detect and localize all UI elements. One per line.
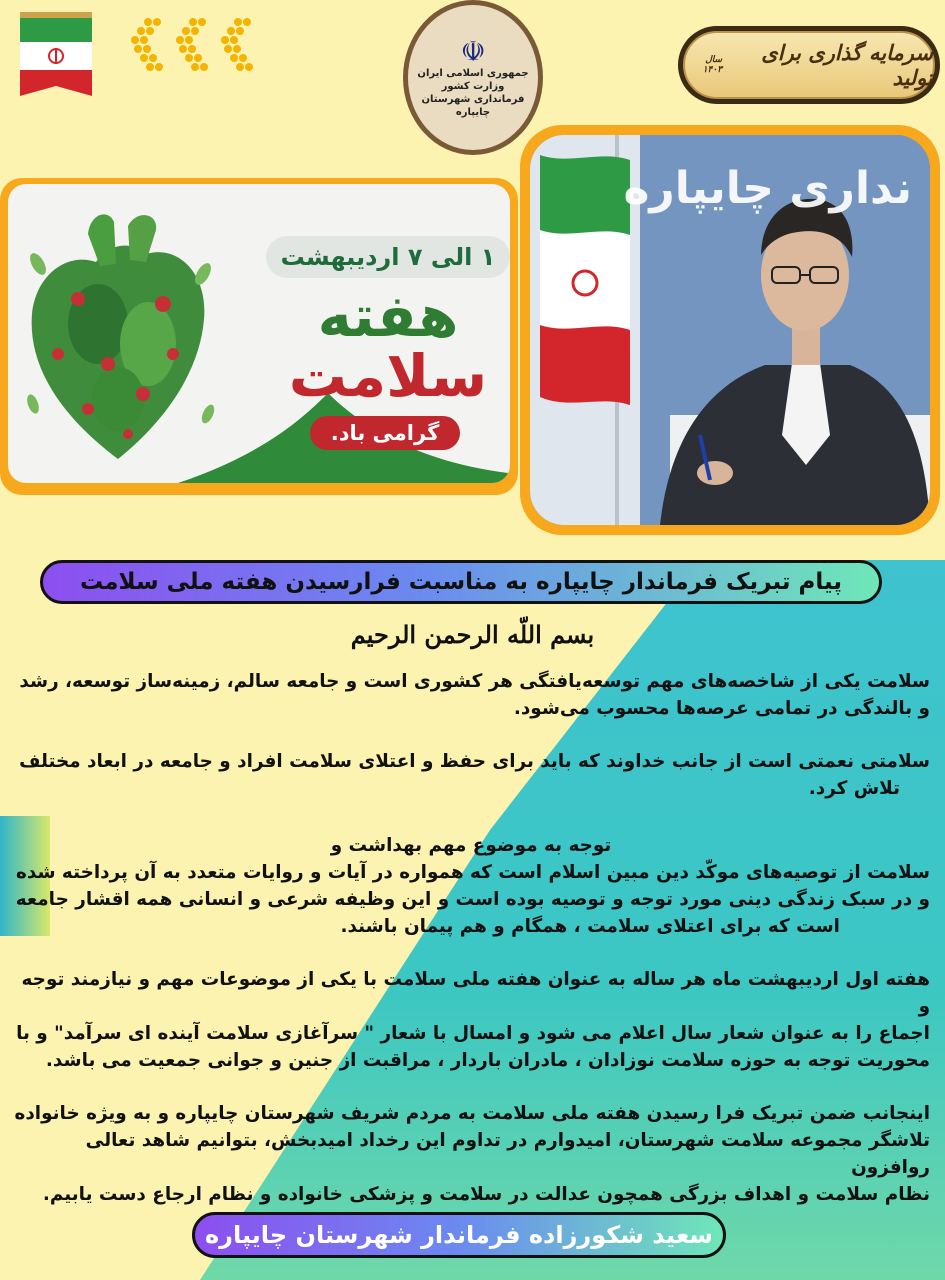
paragraph-1 (12, 668, 930, 722)
paragraph-line: سلامت از توصیه‌های موکّد دین مبین اسلام است که همواره در آیات و روایات متعدد به آن پرداخته شده (15, 862, 930, 883)
dots-pattern-icon (130, 14, 265, 79)
paragraph-2 (12, 748, 930, 802)
banner-congrats-badge: گرامی باد. (310, 416, 460, 450)
seal-line: فرمانداری شهرستان چایپاره (421, 93, 525, 118)
signature-bar (192, 1212, 726, 1258)
slogan-text: سرمایه گذاری برای تولید (761, 40, 933, 90)
iran-flag-icon (14, 12, 98, 102)
seal-line: وزارت کشور (441, 80, 505, 92)
paragraph-line: تلاش کرد. (808, 778, 900, 799)
banner-dates: ۱ الی ۷ اردیبهشت (266, 236, 510, 278)
governor-photo (530, 135, 930, 525)
paragraph-line: اجماع را به عنوان شعار سال اعلام می شود و امسال با شعار " سرآغازی سلامت آینده ای سرآمد" و با (16, 1023, 930, 1044)
paragraph-line: سلامت یکی از شاخصه‌های مهم توسعه‌یافتگی هر کشوری است و جامعه سالم، زمینه‌ساز توسعه، رشد (19, 671, 930, 692)
paragraph-5 (12, 1100, 930, 1208)
bismillah-heading: بسم اللّه الرحمن الرحیم (350, 620, 595, 649)
banner-inner (8, 184, 510, 483)
slogan-badge (678, 26, 940, 104)
paragraph-line: و بالندگی در تمامی عرصه‌ها محسوب می‌شود. (513, 698, 930, 719)
slogan-year: سال ۱۴۰۳ (702, 55, 723, 75)
message-body (12, 668, 930, 1234)
heart-illustration-icon (18, 204, 218, 469)
paragraph-4 (12, 966, 930, 1074)
health-week-banner (0, 178, 518, 495)
paragraph-line: محوریت توجه به حوزه سلامت نوزادان ، مادران باردار ، مراقبت از جنین و جوانی جمعیت می باشد. (45, 1050, 930, 1071)
paragraph-line: نظام سلامت و اهداف بزرگی همچون عدالت در سلامت و پزشکی خانواده و نظام ارجاع دست یابیم. (42, 1184, 930, 1205)
signature-text: سعید شکورزاده فرماندار شهرستان چایپاره (205, 1221, 713, 1249)
message-title-bar (40, 560, 882, 604)
photo-wall-sign: نداری چایپاره (623, 163, 912, 214)
emblem-icon: ☫ (460, 34, 486, 68)
paragraph-line: تلاشگر مجموعه سلامت شهرستان، امیدوارم در تداوم این رخداد امیدبخش، بتوانیم شاهد تعالی روافزون (85, 1130, 930, 1178)
seal-line: جمهوری اسلامی ایران (417, 67, 529, 79)
governorate-seal (403, 0, 543, 155)
banner-health-title: سلامت (288, 342, 488, 410)
paragraph-line: توجه به موضوع مهم بهداشت و (330, 835, 612, 856)
message-title: پیام تبریک فرماندار چایپاره به مناسبت فرارسیدن هفته ملی سلامت (79, 569, 843, 595)
paragraph-line: سلامتی نعمتی است از جانب خداوند که باید برای حفظ و اعتلای سلامت افراد و جامعه در ابعاد مختلف (19, 751, 930, 772)
paragraph-line: اینجانب ضمن تبریک فرا رسیدن هفته ملی سلامت به مردم شریف شهرستان چایپاره و به ویژه خانواده (14, 1103, 930, 1124)
banner-week-title: هفته (317, 282, 459, 350)
paragraph-line: و در سبک زندگی دینی مورد توجه و توصیه بوده است و این وظیفه شرعی و انسانی همه اقشار جامعه (15, 889, 930, 910)
governor-photo-frame (520, 125, 940, 535)
paragraph-line: است که برای اعتلای سلامت ، همگام و هم پیمان باشند. (340, 916, 840, 937)
paragraph-line: هفته اول اردیبهشت ماه هر ساله به عنوان هفته ملی سلامت با یکی از موضوعات مهم و نیازمند توجه و (21, 969, 930, 1017)
paragraph-3 (12, 832, 930, 940)
slogan-text-container (683, 31, 935, 99)
